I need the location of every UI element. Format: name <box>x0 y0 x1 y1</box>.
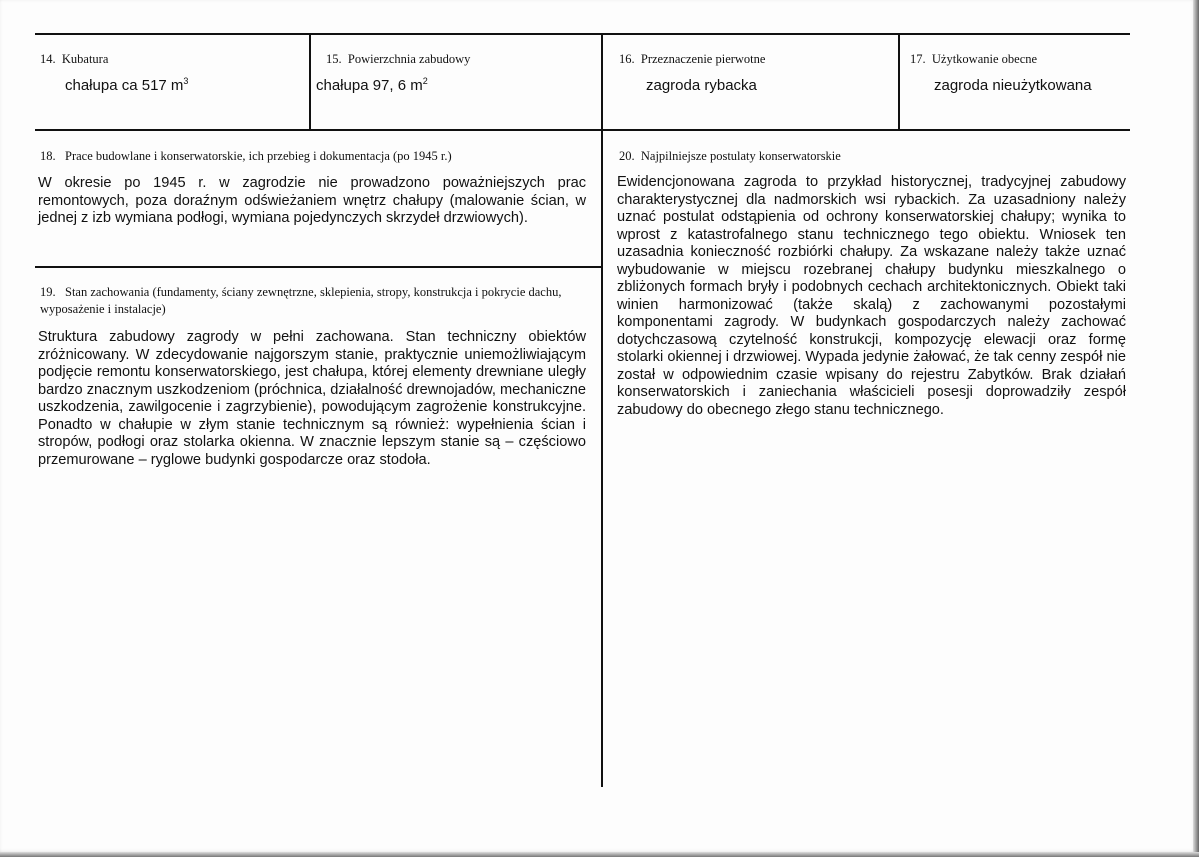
field-14-label: 14. Kubatura <box>40 52 109 66</box>
section-20-label: 20. Najpilniejsze postulaty konserwatorskie <box>619 149 841 163</box>
column-divider-3 <box>898 33 900 130</box>
section-18-text: W okresie po 1945 r. w zagrodzie nie prowadzono poważniejszych prac remontowych, poza doraźnym odświeżaniem wnętrz chałupy (malowanie ścian, w jednej z izb wymiana podłogi, wymiana pojedynczych skrzydeł drzwiowych). <box>38 175 586 226</box>
page-edge-bottom <box>0 852 1199 857</box>
field-15-value: chałupa 97, 6 $m^2$ <box>316 76 428 94</box>
field-17-value: zagroda nieużytkowana <box>934 77 1092 94</box>
column-divider-2 <box>601 33 603 787</box>
field-16-label: 16. Przeznaczenie pierwotne <box>619 52 766 66</box>
field-16-value: zagroda rybacka <box>646 77 757 94</box>
section-19-label: 19. Stan zachowania (fundamenty, ściany zewnętrzne, sklepienia, stropy, konstrukcja i pokrycie dachu, wyposażenie i instalacje) <box>40 285 562 316</box>
field-15-label: 15. Powierzchnia zabudowy <box>326 52 471 66</box>
field-17-label: 17. Użytkowanie obecne <box>910 52 1038 66</box>
row-divider-line <box>35 129 1130 131</box>
top-border-line <box>35 33 1130 35</box>
column-divider-1 <box>309 33 311 130</box>
section-divider-line <box>35 266 602 268</box>
field-14-value: chałupa ca 517 $m^3$ <box>65 76 189 94</box>
section-18-label: 18. Prace budowlane i konserwatorskie, ich przebieg i dokumentacja (po 1945 r.) <box>40 149 452 163</box>
section-19-text: Struktura zabudowy zagrody w pełni zachowana. Stan techniczny obiektów zróżnicowany. W zdecydowanie najgorszym stanie, praktycznie uniemożliwiającym podjęcie remontu konserwatorskiego, jest chałupa, której elementy drewniane uległy bardzo znacznym uszkodzeniom (próchnica, działalność drewnojadów, mechaniczne uszkodzenia, zawilgocenie i zagrzybienie), powodującym zagrożenie konstrukcyjne. Ponadto w chałupie w złym stanie technicznym są również: wypełnienia ścian i stropów, podłogi oraz stolarka okienna. W znacznie lepszym stanie są – częściowo przemurowane – ryglowe budynki gospodarcze oraz stodoła. <box>38 329 586 468</box>
section-20-text: Ewidencjonowana zagroda to przykład historycznej, tradycyjnej zabudowy charakterystycznej dla nadmorskich wsi rybackich. Za uzasadniony należy uznać postulat odstąpienia od ochrony konserwatorskiej chałupy; wynika to wprost z katastrofalnego stanu technicznego tego obiektu. Wniosek ten uzasadnia konieczność rozbiórki chałupy. Za wskazane należy także uznać wybudowanie w miejscu rozebranej chałupy budynku mieszkalnego o zbliżonych formach bryły i podobnych cechach architektonicznych. Obiekt taki winien harmonizować (także skalą) z zachowanymi pozostałymi komponentami zagrody. W budynkach gospodarczych należy zachować dotychczasową czytelność konstrukcji, kompozycję elewacji oraz formę stolarki okiennej i drzwiowej. Wypada jedynie żałować, że tak cenny zespół nie został w odpowiednim czasie wpisany do rejestru Zabytków. Brak działań konserwatorskich i zaniechania właścicieli posesji doprowadziły zespół zabudowy do obecnego złego stanu technicznego. <box>617 174 1126 418</box>
page-edge-right <box>1193 0 1199 857</box>
